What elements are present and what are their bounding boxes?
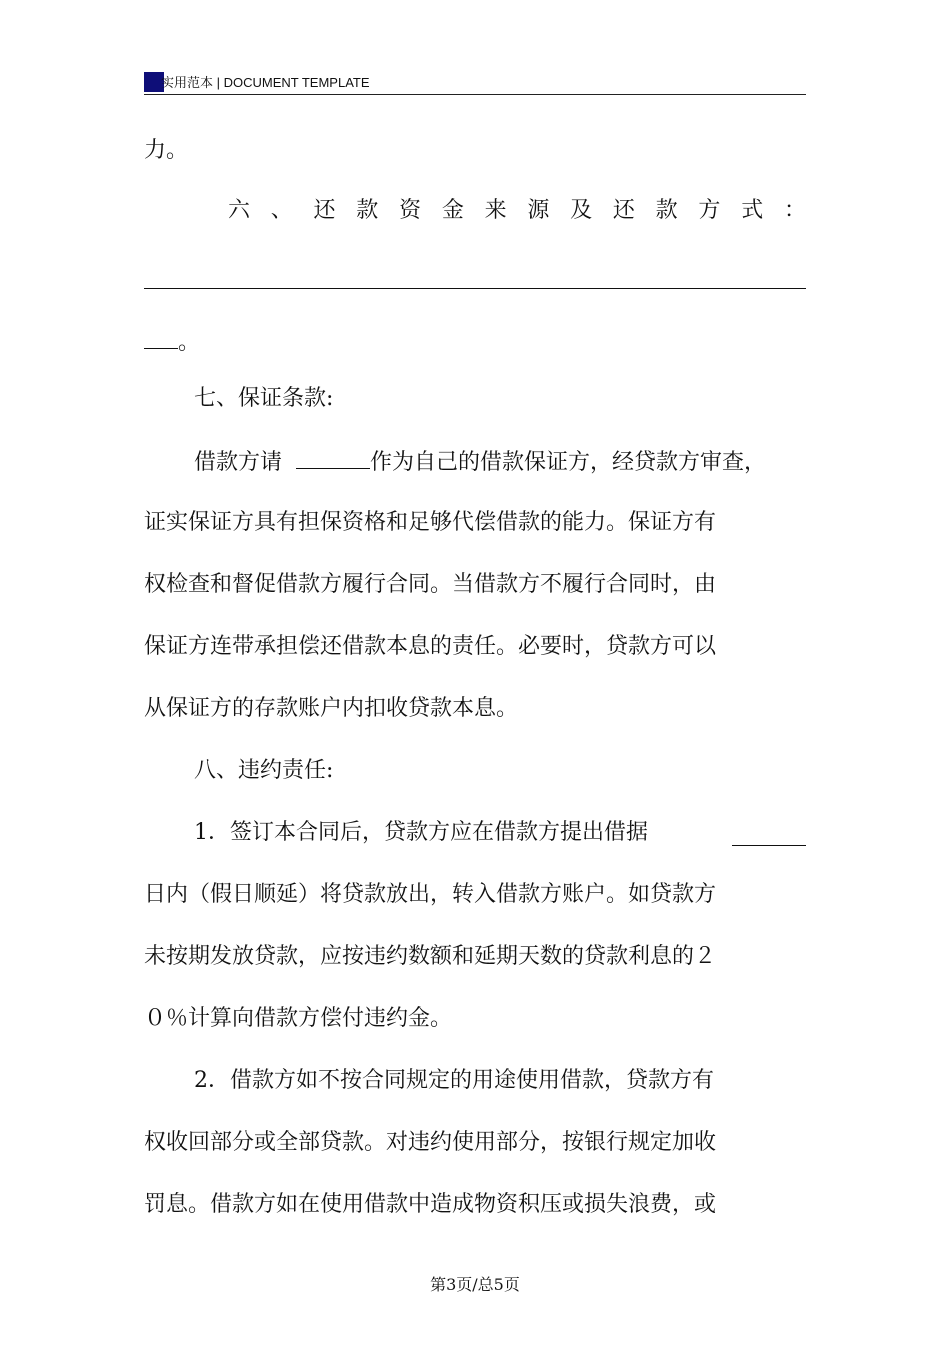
paragraph-line: 2．借款方如不按合同规定的用途使用借款，贷款方有 xyxy=(194,1068,714,1093)
line-end-punctuation: 。 xyxy=(178,330,201,355)
paragraph-line: 权检查和督促借款方履行合同。当借款方不履行合同时，由 xyxy=(144,572,717,597)
heading-char: 、 xyxy=(270,198,293,223)
paragraph-line: 证实保证方具有担保资格和足够代偿借款的能力。保证方有 xyxy=(144,510,717,535)
heading-char: 来 xyxy=(484,198,507,223)
heading-char: 还 xyxy=(612,198,635,223)
header-title: 实用范本 | DOCUMENT TEMPLATE xyxy=(161,75,370,90)
paragraph-line xyxy=(194,446,766,478)
heading-char: 金 xyxy=(441,198,464,223)
heading-char: ： xyxy=(783,198,806,223)
section-6-heading xyxy=(228,196,806,226)
document-header xyxy=(144,70,806,95)
heading-char: 款 xyxy=(356,198,379,223)
fill-in-blank xyxy=(296,446,370,469)
heading-char: 及 xyxy=(570,198,593,223)
heading-char: 款 xyxy=(655,198,678,223)
paragraph-line: 权收回部分或全部贷款。对违约使用部分，按银行规定加收 xyxy=(144,1130,717,1155)
heading-char: 六 xyxy=(228,198,251,223)
fill-in-blank xyxy=(144,326,178,349)
heading-char: 资 xyxy=(399,198,422,223)
heading-char: 式 xyxy=(741,198,764,223)
fill-in-blank xyxy=(732,845,806,846)
paragraph-line: 保证方连带承担偿还借款本息的责任。必要时，贷款方可以 xyxy=(144,634,717,659)
section-8-heading: 八、违约责任: xyxy=(194,758,334,783)
paragraph-line: 1．签订本合同后，贷款方应在借款方提出借据 xyxy=(194,820,648,845)
paragraph-line: 力。 xyxy=(144,138,189,163)
paragraph-line: ０％计算向借款方偿付违约金。 xyxy=(144,1006,453,1031)
paragraph-line xyxy=(144,326,200,358)
heading-char: 还 xyxy=(313,198,336,223)
section-7-heading: 七、保证条款: xyxy=(194,386,334,411)
paragraph-line: 从保证方的存款账户内扣收贷款本息。 xyxy=(144,696,519,721)
heading-char: 方 xyxy=(698,198,721,223)
paragraph-line: 日内（假日顺延）将贷款放出，转入借款方账户。如贷款方 xyxy=(144,882,717,907)
text-fragment: 借款方请 xyxy=(194,450,283,475)
text-fragment: 作为自己的借款保证方，经贷款方审查， xyxy=(370,450,767,475)
paragraph-line: 未按期发放贷款，应按违约数额和延期天数的贷款利息的２ xyxy=(144,944,717,969)
heading-char: 源 xyxy=(527,198,550,223)
paragraph-line: 罚息。借款方如在使用借款中造成物资积压或损失浪费，或 xyxy=(144,1192,717,1217)
page-number: 第3页/总5页 xyxy=(430,1275,520,1294)
fill-in-blank-line xyxy=(144,288,806,289)
